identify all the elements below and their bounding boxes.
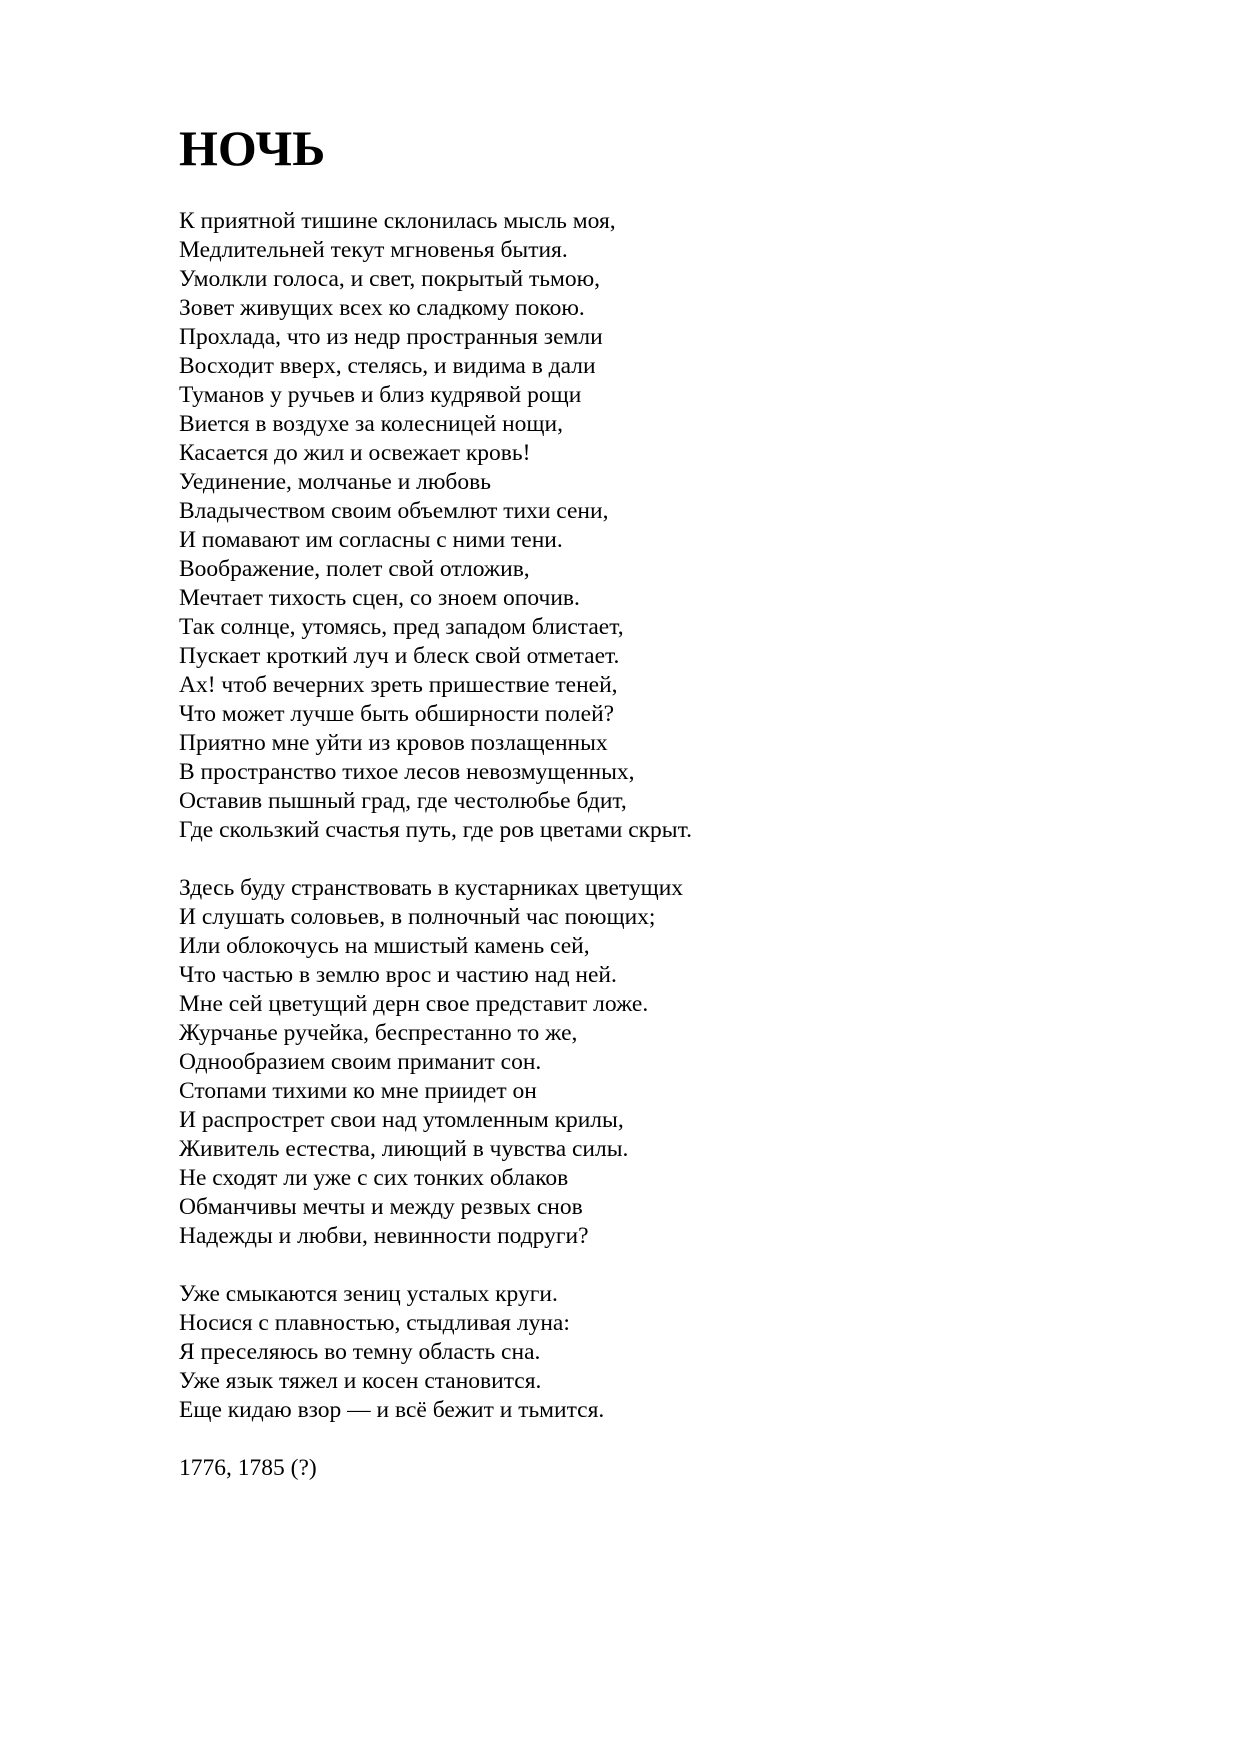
poem-line: Восходит вверх, стелясь, и видима в дали xyxy=(179,353,596,379)
poem-line: Уже язык тяжел и косен становится. xyxy=(179,1368,542,1394)
poem-line: Владычеством своим объемлют тихи сени, xyxy=(179,498,609,524)
poem-line: Касается до жил и освежает кровь! xyxy=(179,440,531,466)
stanza xyxy=(179,1280,1159,1425)
poem-line: К приятной тишине склонилась мысль моя, xyxy=(179,208,616,234)
poem-line: Медлительней текут мгновенья бытия. xyxy=(179,237,568,263)
poem-line: Пускает кроткий луч и блеск свой отметает. xyxy=(179,643,620,669)
poem-line: Не сходят ли уже с сих тонких облаков xyxy=(179,1165,569,1191)
poem-line: Я преселяюсь во темну область сна. xyxy=(179,1339,541,1365)
poem-line: Ах! чтоб вечерних зреть пришествие теней, xyxy=(179,672,618,698)
poem-line: Мне сей цветущий дерн свое представит ложе. xyxy=(179,991,649,1017)
poem-line: И распрострет свои над утомленным крилы, xyxy=(179,1107,624,1133)
poem-line: Так солнце, утомясь, пред западом блистает, xyxy=(179,614,624,640)
poem-line: И слушать соловьев, в полночный час поющих; xyxy=(179,904,656,930)
poem-line: Что частью в землю врос и частию над ней. xyxy=(179,962,617,988)
poem-line: Надежды и любви, невинности подруги? xyxy=(179,1223,589,1249)
poem-line: В пространство тихое лесов невозмущенных, xyxy=(179,759,635,785)
poem-body xyxy=(179,207,1159,1425)
poem-line: Виется в воздухе за колесницей нощи, xyxy=(179,411,563,437)
poem-line: И помавают им согласны с ними тени. xyxy=(179,527,563,553)
poem-line: Туманов у ручьев и близ кудрявой рощи xyxy=(179,382,582,408)
poem-date: 1776, 1785 (?) xyxy=(179,1455,317,1481)
stanza-gap xyxy=(179,845,1159,874)
poem-line: Живитель естества, лиющий в чувства силы. xyxy=(179,1136,629,1162)
poem-line: Приятно мне уйти из кровов позлащенных xyxy=(179,730,608,756)
poem-line: Умолкли голоса, и свет, покрытый тьмою, xyxy=(179,266,601,292)
poem-line: Однообразием своим приманит сон. xyxy=(179,1049,542,1075)
stanza-gap xyxy=(179,1251,1159,1280)
poem-line: Уединение, молчанье и любовь xyxy=(179,469,491,495)
poem-line: Носися с плавностью, стыдливая луна: xyxy=(179,1310,570,1336)
poem-line: Еще кидаю взор — и всё бежит и тьмится. xyxy=(179,1397,605,1423)
stanza xyxy=(179,874,1159,1251)
stanza xyxy=(179,207,1159,845)
poem-line: Здесь буду странствовать в кустарниках цветущих xyxy=(179,875,684,901)
poem-line: Оставив пышный град, где честолюбье бдит, xyxy=(179,788,627,814)
poem-line: Мечтает тихость сцен, со зноем опочив. xyxy=(179,585,580,611)
poem-title: НОЧЬ xyxy=(179,120,326,176)
poem-line: Прохлада, что из недр пространныя земли xyxy=(179,324,603,350)
poem-line: Где скользкий счастья путь, где ров цветами скрыт. xyxy=(179,817,692,843)
poem-line: Журчанье ручейка, беспрестанно то же, xyxy=(179,1020,578,1046)
poem-line: Воображение, полет свой отложив, xyxy=(179,556,530,582)
poem-line: Стопами тихими ко мне приидет он xyxy=(179,1078,537,1104)
poem-page xyxy=(179,118,1159,1483)
poem-line: Уже смыкаются зениц усталых круги. xyxy=(179,1281,558,1307)
poem-line: Что может лучше быть обширности полей? xyxy=(179,701,615,727)
poem-line: Обманчивы мечты и между резвых снов xyxy=(179,1194,583,1220)
poem-line: Зовет живущих всех ко сладкому покою. xyxy=(179,295,585,321)
poem-line: Или облокочусь на мшистый камень сей, xyxy=(179,933,590,959)
